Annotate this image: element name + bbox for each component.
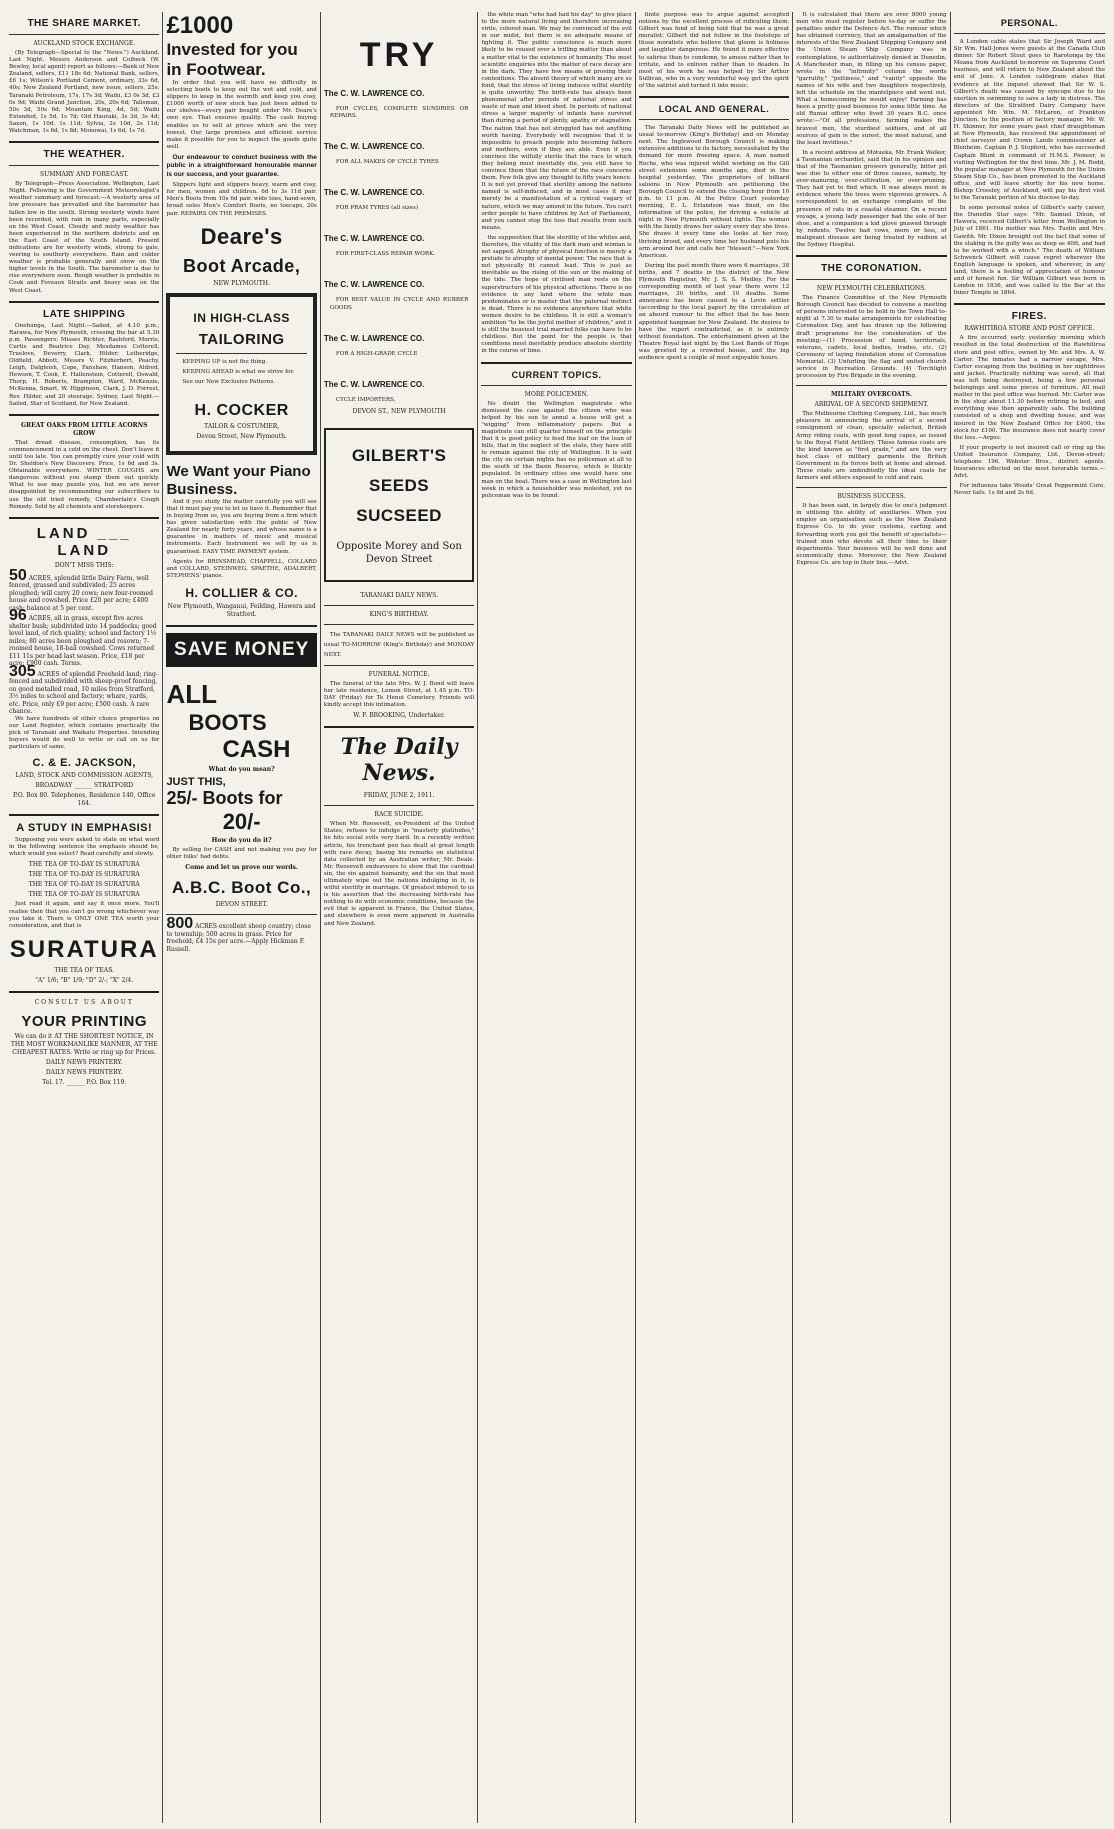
funeral-text: The funeral of the late Mrs. W. J. Bond will leave her late residence, Lemon Street, at 1.45 p.m. TO-DAY (Friday) for Te Henui Cemetery. Friends will kindly accept this intimation. [323, 680, 475, 709]
fires-text: A fire occurred early yesterday morning which resulted in the total destruction of the Rawhitiroa store and post office, owned by Mr. and Mrs. A. W. Carter. The inmates had a narrow escape, Mrs. Carter escaping from the building in her nightdress and jacket. Practically nothing was saved, all that was left being destroyed, being a few personal belongings and some pieces of furniture. All mail matter in the post office was burned. Mr. Carter was in the shop about 11.30 before retiring to bed, and everything was then apparently safe. The building consisted of a shop and dwelling house, and was insured in the New Zealand Office for £400, the stock for £100. The insurance does not nearly cover the loss.—Argus. [953, 335, 1106, 441]
masthead: The Daily News. [340, 734, 458, 787]
column-5 [636, 12, 793, 1823]
save-money-banner: SAVE MONEY [166, 633, 316, 667]
footwear-list: Slippers light and slippers heavy, warm and cosy, for men, women and children. 6d to 3s 11d pair. Men's Boots from 10s 6d pair. wide toes, hand-sewn, broad soles Men's Comfort Boots, no toecaps, 20s pair. REPAIRS ON THE PREMISES. [166, 182, 317, 217]
lawrence-name: The C. W. LAWRENCE CO. [323, 188, 425, 198]
emphasis-heading: A STUDY IN EMPHASIS! [16, 822, 153, 835]
column-6 [793, 12, 950, 1823]
share-sub: AUCKLAND STOCK EXCHANGE. [33, 40, 136, 47]
shipping-heading: LATE SHIPPING [43, 308, 126, 320]
gilbert-line1: GILBERT'S [351, 445, 447, 465]
lawrence-item: FOR PRAM TYRES (all sizes) [335, 205, 419, 212]
emphasis-after: Just read it again, and say it once more. You'll realise then that you can't go wrong whichever way you take it. There is ONLY ONE TEA worth your consideration, and that is [9, 901, 160, 929]
tailor-ad [166, 293, 316, 455]
weather-text: By Telegraph—Press Association. Wellington, Last Night. Following is the Government Meteorologist's weather summary and forecast:—A westerly area of low pressure has prevailed and the barometer has fallen low in the south. Strong westerly winds have been recorded, with rain in many parts, especially on the West Coast. Cloudy and misty weather has been experienced in the northern districts and on the East Coast of the South Island. Present indications are for westerly winds, strong to gale, veering to southerly everywhere. Rain and colder weather is probable generally and snow on the higher levels in the South. The barometer is due to rise everywhere soon. Rough weather is probable in Cook and Foveaux Straits and heavy seas on the West Coast. [9, 181, 160, 294]
lawrence-name: The C. W. LAWRENCE CO. [323, 234, 425, 244]
land-more: We have hundreds of other choice properties on our Land Register, which contains practically the pick of Taranaki and Waikato Properties. Intending buyers would do well to write or call on us for particulars of same. [9, 715, 160, 751]
what-mean: What do you mean? [208, 765, 275, 773]
shipping-text: Onehunga, Last Night.—Sailed, at 4.10 p.m., Rarawa, for New Plymouth, crossing the bar at 5.30 p.m. Passengers: Misses Richter, Rashford, Morris, Curtis and Beatrice Day, Mesdames Cotterell, Truelove, Deverry, Clark, Hilder; Letheridge, Oldfield, Abbott, Messrs V. Fitzherbert, Peachy, Leigh, Dalgleish, Cope, Fanshaw, Hanson, Aldred, Hewson, T. Cook, E. Hallenstein, Cotterell, Oswald, Thorp, H. Roberts, Brampton, Ward, McKenzie, McKenna, Smart, W. Higginson, Clark, J. D. Forrest, Rev. Hilder, and 20 steerage. Sydney, Last Night.—Sailed, Star of Scotland, for New Zealand. [9, 322, 160, 407]
insurance-text: If your property is not insured call or ring up the United Insurance Company, Ltd., Devon-street; telephone 196. Webster Bros., district agents. Insurances effected on the most favorable terms.—Advt. [953, 444, 1106, 480]
collier-addr: New Plymouth, Wanganui, Feilding, Hawera and Stratford. [167, 602, 316, 618]
how-do: How do you do it? [211, 836, 272, 844]
emphasis-line: THE TEA OF TO-DAY IS SURATURA [28, 891, 140, 899]
fires-sub: RAWHITIROA STORE AND POST OFFICE. [964, 325, 1095, 333]
all-text: ALL [166, 678, 217, 709]
tailor-t2: KEEPING AHEAD is what we strive for. [182, 368, 295, 375]
fires-heading: FIRES. [1011, 311, 1047, 323]
footwear-text: In order that you will have no difficulty in selecting boots to keep out the wet and cold, and slippers to keep in the warmth and keep you cosy, £1000 worth of new stock has just been added to our shelves—every pair bought under Mr. Deare's own eye. That ensures quality. The cash buying enables us to sell at prices which are the very lowest. Our large premises and efficient service make it possible for you to inspect the goods quite well. [166, 80, 317, 150]
suratura-brand: SURATURA [9, 935, 159, 963]
footwear-bold: Our endeavour to conduct business with the public in a straightforward honourable manner is our success, and your guarantee. [166, 153, 317, 178]
race-heading: RACE SUICIDE. [374, 811, 424, 819]
lawrence-name: The C. W. LAWRENCE CO. [323, 142, 425, 152]
column-2 [163, 12, 320, 1823]
personal-text: A London cable states that Sir Joseph Ward and Sir Wm. Hall-Jones were guests at the Canada Club dinner. Sir Robert Stout goes to Rarotonga by the Moana from Auckland to-morrow on Supreme Court business, and will return to New Zealand about the end of June. A London cablegram states that evidence at the inquest showed that Sir W. S. Gilbert's death was caused by syncope due to his exertion in swimming to save a lady in distress. The directors of the Stratford Dairy Company have appointed Mr. Wm. M. McLaren, of Frankton Junction, to the position of factory manager. Mr. W. H. Skinner, for some years past chief draughtsman at New Plymouth, has received the appointment of chief surveyor and Crown Lands commissioner at Blenheim. Captain P. J. Stopford, who has succeeded Captain Blunt in command of H.M.S. Pioneer, is visiting Wellington for the first time. Mr. J. M. Bodd, the popular manager at New Plymouth for the Union Steam Ship Co., has been promoted to the Auckland office, and will leave shortly for his new home. Bishop Crossley, of Auckland, will pay his first visit to the Taranaki portion of his diocese to-day. [953, 39, 1106, 202]
land-item: 305 ACRES of splendid Freehold land; ring-fenced and subdivided with sheep-proof fencing, on good metalled road, 10 miles from Stratford, 3½ miles to school and factory; whare, yards, etc. Price, only £9 per acre; £500 cash. A rare chance. [9, 662, 158, 716]
land-item: 50 ACRES, splendid little Dairy Farm, well fenced, grassed and subdivided; 25 acres ploughed; will carry 20 cows; new four-roomed house and cowshed. Price £20 per acre; £400 cash; balance at 5 per cent. [9, 566, 153, 612]
emphasis-text: Supposing you were asked to state on what word in the following sentence the emphasis should be, which would you select? Read carefully and slowly. [9, 837, 160, 858]
tailor-head: IN HIGH-CLASS [193, 310, 290, 325]
jackson-addr: BROADWAY ______ STRATFORD [35, 782, 134, 790]
tailor-t1: KEEPING UP is not the thing. [182, 358, 268, 365]
lawrence-item: FOR A HIGH-GRADE CYCLE [335, 350, 418, 357]
land-sub: DON'T MISS THIS: [54, 561, 114, 569]
jackson-name: C. & E. JACKSON, [32, 757, 136, 770]
local-text-2: During the past month there were 6 marriages, 38 births, and 7 deaths in the district of the New Plymouth Registrar, Mr. J. S. S. Medley. For the corresponding month of last year there were 12 marriages, 30 births, and 10 deaths. Some annoyance has been caused to a Levin settler (according to the local paper) by the circulation of an absurd rumour to the effect that he has been appointed hangman for New Zealand. He desires to have the report contradicted, as it is entirely without foundation. The entertainment given at the Theatre Royal last night by the Lost Bands of Hope was greeted by a crowded house, and the big audience spent a couple of most enjoyable hours. [638, 262, 790, 362]
kings-text: The TARANAKI DAILY NEWS will be published as usual TO-MORROW (King's Birthday) and MONDAY NEXT. [323, 631, 475, 658]
land-heading: LAND ___ LAND [36, 524, 132, 559]
personal-text-2: In some personal notes of Gilbert's early career, the Dunedin Star says: "Mr. Samuel Dixon, of Hawera, received Gilbert's letter from Wellington in July of 1861. His mother was Mrs. Tustin and Mrs. Gawith. Mr. Dixon brought out the fact that some of the staking in the gully was as deep as 40ft, and had to be worked with a winch." The death of William Schwenck Gilbert will cause regret wherever the English language is spoken, and wherever, in any land, there is a feeling of appreciation of humour and of honest fun. Sir William Gilbert was born in London in 1836, and was called to the Bar at the Inner Temple in 1864. [953, 205, 1106, 297]
by-selling: By selling for CASH and not making you pay for other folks' bad debts. [166, 846, 317, 861]
oaks-heading: GREAT OAKS FROM LITTLE ACORNS GROW [21, 421, 148, 437]
coronation-heading: THE CORONATION. [821, 263, 922, 275]
jackson-po: P.O. Box 80. Telephones, Residence 140, Office 164. [12, 792, 156, 808]
deare-arcade: Boot Arcade, [182, 255, 301, 276]
abc-addr: DEVON STREET. [215, 901, 268, 909]
printing-text: We can do it AT THE SHORTEST NOTICE, IN THE MOST WORKMANLIKE MANNER, AT THE CHEAPEST RATES. Write or ring up for Prices. [10, 1032, 158, 1056]
lawrence-item: FOR FIRST-CLASS REPAIR WORK. [335, 251, 436, 258]
consult: CONSULT US ABOUT [34, 998, 134, 1006]
race-continued-2: the supposition that the sterility of the whites and, therefore, the vitality of the dark man and woman is not sapped. Atrophy of physical function is merely a prelude to atrophy of mental power. The race that is not physically fit cannot lead. This is just as inevitable as the rising of the sun or the making of the tide. The hope of civilised man rests on the superstructure of his physical affections. There is no evidence in any land where the white man predominates or is master that the paternal instinct is dead. There is no evidence anywhere that white women desire to be childless. It is still a woman's ambition "to be the joyful mother of children," and it is still the heaviest trial married folks can have to be childless. But the point for the people is that conditions most inevitably produce absolute sterility in the course of time. [481, 234, 632, 355]
military-sub: ARRIVAL OF A SECOND SHIPMENT. [814, 401, 929, 409]
oaks-text: That dread disease, consumption, has its commencement in a cold on the chest. Don't leave it until too late. You can promptly cure your cold with Dr. Sheldon's New Discovery. Price, 1s 6d and 3s. Obtainable everywhere. WINTER COUGHS are dangerous without you stamp them out quickly. What to use may puzzle you, but we are never disappointed by recommending our subscribers to use the old tried remedy, Chamberlain's Cough Remedy. Sold by all chemists and storekeepers. [9, 439, 160, 510]
lawrence-item: FOR BEST VALUE IN CYCLE AND RUBBER GOODS [329, 297, 469, 311]
celebrations-heading: NEW PLYMOUTH CELEBRATIONS. [816, 285, 926, 293]
just-this: JUST THIS, [166, 775, 226, 788]
celebrations-text: The Finance Committee of the New Plymouth Borough Council has decided to convene a meeting of persons interested to be held in the Town Hall to-night at 7.30 to make arrangements for celebrating Coronation Day, and has drawn up the following draft programme for the consideration of the meeting:—(1) Procession of band, territorials, veterans, cadets, local bodies, trades, etc. (2) Ceremony of laying foundation stone of Coronation Memorial. (3) Unfurling the flag and united church service in Recreation Grounds. (4) Torchlight procession by Fire Brigade in the evening. [796, 295, 947, 380]
suratura-sub: THE TEA OF TEAS. [54, 966, 115, 974]
collier-name: H. COLLIER & CO. [185, 585, 298, 600]
funeral-sig: W. F. BROOKING, Undertaker. [353, 712, 445, 720]
local-continued-2: In a recent address at Motueka, Mr. Frank Walker, a Tasmanian orchardist, said that in his opinion and that of the Tasmanian growers generally, bitter pit was due to either one of three causes, namely, by over-manuring, over-cultivation, or over-pruning. They had yet to find which. It was always most in evidence where the trees were vigorous growers. A correspondent to an exchange complains of the presence of rats in a coastal steamer. On a recent voyage, a young lady passenger had the sole of her shoe, and a companion a kid glove gnawed through by rodents. Twelve bad cows, more or less, of malignant disease are being treated by radium at the Sydney Hospital. [796, 149, 947, 248]
kings-heading: KING'S BIRTHDAY. [369, 610, 429, 618]
printing-tel: Tel. 17. ______ P.O. Box 119. [42, 1078, 127, 1086]
lawrence-item: FOR ALL MAKES OF CYCLE TYRES [335, 159, 439, 166]
gilbert-opposite: Opposite Morey and Son Devon Street [336, 540, 462, 565]
cocker-name: H. COCKER [194, 401, 289, 419]
local-text: The Taranaki Daily News will be published as usual to-morrow (King's Birthday) and on Monday next. The Inglewood Borough Council is making extensive additions to its factory, necessitated by the demand for more freezing space. A man named Roche, who was injured whilst working on the Gill street extension some months ago, died in the hospital yesterday. The proprietors of billiard saloons in New Plymouth are petitioning the Borough Council to extend the closing hour from 10 p.m. to 11 p.m. At the Police Court yesterday morning, E. L. Erlandson was fined, on the information of the police, for driving a vehicle at night in New Plymouth without lights. The woman with the family draws her salary every day she lives. She draws it every time she looks at her rosy, thriving brood, and every time her husband puts his arm around her and calls her "blessed."—New York American. [638, 125, 790, 259]
business-text: It has been said, in largely due to one's judgment in utilising the ability of auxiliaries. When you employ an organisation such as the New Zealand Express Co. to do your customs, carting and forwarding work you get the benefit of specialists—trained men who devote all their time to their departments. Your business will be well done and economically done. Moreover, the New Zealand Express Co. are top in their line.—Advt. [796, 503, 947, 566]
gilbert-line2: SEEDS [369, 475, 430, 495]
land-item: 96 ACRES, all in grass, except five acres shelter bush; subdivided into 14 paddocks; good level land, of rich quality; school and factory 1½ miles; 80 acres been ploughed and resown; 7-roomed house, 18-bail cowshed. Cows returned £11 11s per head last season. Price, £18 per acre; £900 cash. Terms. [9, 607, 157, 668]
lawrence-devon: DEVON ST., NEW PLYMOUTH [352, 407, 446, 415]
lawrence-name: The C. W. LAWRENCE CO. [323, 333, 425, 343]
suratura-prices: "A" 1/6; "B" 1/9; "D" 2/-; "X" 2/4. [35, 976, 134, 984]
issue-date: FRIDAY, JUNE 2, 1911. [363, 792, 435, 800]
local-continued: It is calculated that there are over 8000 young men who must register before to-day or suffer the penalties under the Defence Act. The rumour which has obtained currency, that an amalgamation of the interests of the New Zealand Shipping Company and the Union Steam Ship Company was in contemplation, is authoritatively denied in Dunedin. A Manchester man, in filling up his census paper, wrote in the "infirmity" column the words "garrulity," "pettiness," and "vanity" opposite the names of his wife and two daughters respectively, left the schedule on the mantelpiece and went out. What a homecoming he would enjoy! Farming has been a pretty good business for some little time. An old Rumai officer who lived 30 years B.C. once wrote:—"Of all professions, farming makes the bravest men, the sturdiest soldiers, and of all sources of gain is the surest, the most natural, and the least invidious." [796, 12, 947, 146]
gilbert-line3: SUCSEED [356, 505, 442, 525]
tailor-t3: See our New Exclusive Patterns. [182, 378, 276, 385]
woods-text: For influenza take Woods' Great Peppermint Cure. Never fails. 1s 6d and 2s 6d. [953, 483, 1106, 497]
boots-text: BOOTS [188, 709, 267, 735]
price-20: 20/- [222, 808, 261, 834]
weather-sub: SUMMARY AND FORECAST. [40, 171, 129, 179]
column-1 [6, 12, 163, 1823]
share-market-heading: THE SHARE MARKET. [27, 18, 141, 29]
emphasis-line: THE TEA OF TO-DAY IS SURATURA [28, 881, 140, 889]
weather-heading: THE WEATHER. [43, 149, 125, 161]
gilbert-article: finite purpose was to argue against accepted notions by the excellent process of ridiculing them. Gilbert was fond of being told that he was a great moralist; Gilbert did not follow in the footsteps of those moralists who believe that gloom is holiness and laughter dangerous. He found it more effective to satirise than to condemn, to amuse rather than to irritate, and to enliven rather than to deaden. In most of his work he was helped by Sir Arthur Sullivan, who in a very wonderful way got the spirit of the satirist and turned it into music. [638, 12, 790, 89]
lawrence-name: The C. W. LAWRENCE CO. [323, 379, 425, 389]
printing-sig: DAILY NEWS PRINTERY. [45, 1058, 123, 1066]
footwear-amount: £1000 [166, 12, 234, 39]
emphasis-line: THE TEA OF TO-DAY IS SURATURA [28, 871, 140, 879]
police-heading: MORE POLICEMEN. [524, 390, 589, 398]
piano-text: And if you study the matter carefully you will see that it must pay you to let us have it. Remember that in buying from us, you are buying from a firm which has given satisfaction with the public of New Zealand for nearly forty years, and whose name is a guarantee in matters of music and musical instruments. Each Instrument we sell by us is guaranteed. EASY TIME PAYMENT system. [166, 498, 317, 555]
military-text: The Melbourne Clothing Company, Ltd., has much pleasure in announcing the arrival of a second consignment of clean, specially selected, British Army riding coats, with good long capes, as issued to the Royal Field Artillery. These famous coats are the kind known as "first grade," and are the very best class of military garments the British Government in its forces both at home and abroad. These coats are undoubtedly the ideal coats for farmers and others exposed to cold and rain. [796, 411, 947, 482]
boots-for: 25/- Boots for [166, 787, 283, 808]
race-text: When Mr. Roosevelt, ex-President of the United States, refuses to indulge in "masterly platitudes," he hits social evils very hard. In a recently written article, his trenchant pen has dealt at great length with race decay, basing his remarks on statistical data collected by an Australian writer, Mr. Beale. Mr. Roosevelt endeavours to show that the cardinal sin, the sin against humanity, and the sin that most ultimately wipe out the nations indulging in it, is wilful sterility in marriage. Of greatest interest to us is his assertion that the decreasing birth-rate has nothing to do with economic conditions, because the evil that is apparent in France, the United States, and elsewhere is even more apparent in Australia and New Zealand. [323, 821, 475, 927]
acres-800-ad: 800 ACRES excellent sheep country; close to township; 500 acres in grass. Price for freehold, £4 15s per acre.—Apply Hickman F. Russell. [166, 915, 311, 953]
military-heading: MILITARY OVERCOATS. [831, 391, 912, 399]
piano-heading: We Want your Piano Business. [166, 462, 311, 498]
come-and: Come and let us prove our words. [185, 864, 299, 872]
try-heading: TRY [359, 36, 439, 74]
jackson-sub: LAND, STOCK AND COMMISSION AGENTS, [15, 772, 154, 780]
column-7 [951, 12, 1108, 1823]
race-continued: the white man "who had had his day" to give place to the more natural living and therefore increasing virile, colored man. We may be convinced of the evil in our midst, but there is no adequate means of fighting it. The public conscience is much more likely to be roused over a trifling matter than about a matter vital to the existence of humanity. The most scientific enquiries into the matter of race decay are in the dark. They have few means of proving their contentions. The absent theory of which many are so fond, that the stress of living induces wilful sterility is quite unworthy. The birth-rate has always been phenomenal after periods of national stress and waste of man and blood shed. In periods of national stress a larger majority of infants have survived than during a period of plenty, apathy or stagnation. The nation that has not struggled has not anything worth having. Everybody will recognise that it is impossible to preach people into becoming fathers and mothers, even if they are able. Even if you convince the wilfully sterile that the race to which they belong must inevitably die, you still have to convince them that the future of the race concerns them. Few folk give any thought to fifty years hence. It is not yet proved that sterility among the nations named is self-induced, and in most cases it may merely be a manifestation of a cynical vagary of nature, which we may amend in the future. You can't order people to have children by Act of Parliament, and you cannot stop the loss that results from such means. [481, 12, 632, 231]
your-printing: YOUR PRINTING [21, 1012, 148, 1030]
column-3 [321, 12, 478, 1823]
tdn-heading: TARANAKI DAILY NEWS. [360, 591, 438, 599]
local-general-heading: LOCAL AND GENERAL. [658, 104, 770, 115]
footwear-heading: Invested for you in Footwear. [166, 40, 298, 79]
business-heading: BUSINESS SUCCESS. [837, 493, 906, 501]
printing-sig2: DAILY NEWS PRINTERY. [45, 1068, 123, 1076]
deare-name: Deare's [200, 223, 283, 249]
share-text: (By Telegraph—Special to the "News.") Auckland, Last Night. Messrs Anderson and Colbeck (W. Bewley, local agent) report as follows:—Bank of New Zealand, sellers, £11 18s 6d; National Bank, sellers, £6 1s; Wilson's Portland Cement, ordinary, 33s 6d, 40s; New Zealand Portland, new issue, sellers, 25s; Taranaki Petroleum, 17s, 17s 3d; Waihi, £3 0s 3d, £3 0s 9d; Waihi Grand Junction, 20s, 20s 6d; Talisman, 50s 3d, 50s 6d; Mountain King, 4d, 5d; Waihi Extended, 1s 5d, 1s 7d; Old Hauraki, 3s 3d, 3s 4d; Saxon, 1s 10d, 1s 11d; Sylvia, 2s 10d, 2s 11d; Watchman, 1s 6d, 1s 8d; Monowai, 1s 6d, 1s 7d. [9, 50, 160, 135]
lawrence-item: FOR CYCLES, COMPLETE SUNDRIES OR REPAIRS. [329, 106, 469, 120]
gilbert-seeds-ad [324, 428, 474, 582]
deare-addr: NEW PLYMOUTH. [213, 279, 270, 287]
cocker-sub: TAILOR & COSTUMIER, [204, 422, 280, 430]
column-4 [478, 12, 635, 1823]
piano-agents: Agents for BRINSMEAD, CHAPPELL, COLLARD and COLLARD, STEINWEG, SPAETHE, ADALBERT, STEPHENS' pianos. [166, 558, 317, 579]
cocker-addr: Devon Street, New Plymouth. [196, 432, 287, 440]
lawrence-name: The C. W. LAWRENCE CO. [323, 280, 425, 290]
current-topics-heading: CURRENT TOPICS. [511, 369, 602, 380]
emphasis-line: THE TEA OF TO-DAY IS SURATURA [28, 861, 140, 869]
lawrence-item: CYCLE IMPORTERS, [335, 396, 396, 403]
tailor-head2: TAILORING [198, 330, 285, 348]
cash-text: CASH [222, 735, 291, 763]
personal-heading: PERSONAL. [1000, 18, 1058, 28]
abc-name: A.B.C. Boot Co., [172, 878, 312, 898]
funeral-heading: FUNERAL NOTICE. [368, 670, 430, 678]
lawrence-name: The C. W. LAWRENCE CO. [323, 89, 425, 98]
police-text: No doubt the Wellington magistrate who dismissed the case against the citizen who was helped by his son to annul a house will get a "wigging" from inflammatory papers. But a magistrate can still quarter himself on the principle that it is good policy to feed the loaf on the lean of hills, that in the neglect of the state, they have still to remain against the city of Wellington. It is said the city on certain nights has no policeman at all to the south of the Basin Reserve, which is thickly populated. In ordinary cities one would have one man on the beat. There was a case in Wellington last week in which a householder was molested, yet no policeman was to be found. [481, 400, 632, 499]
